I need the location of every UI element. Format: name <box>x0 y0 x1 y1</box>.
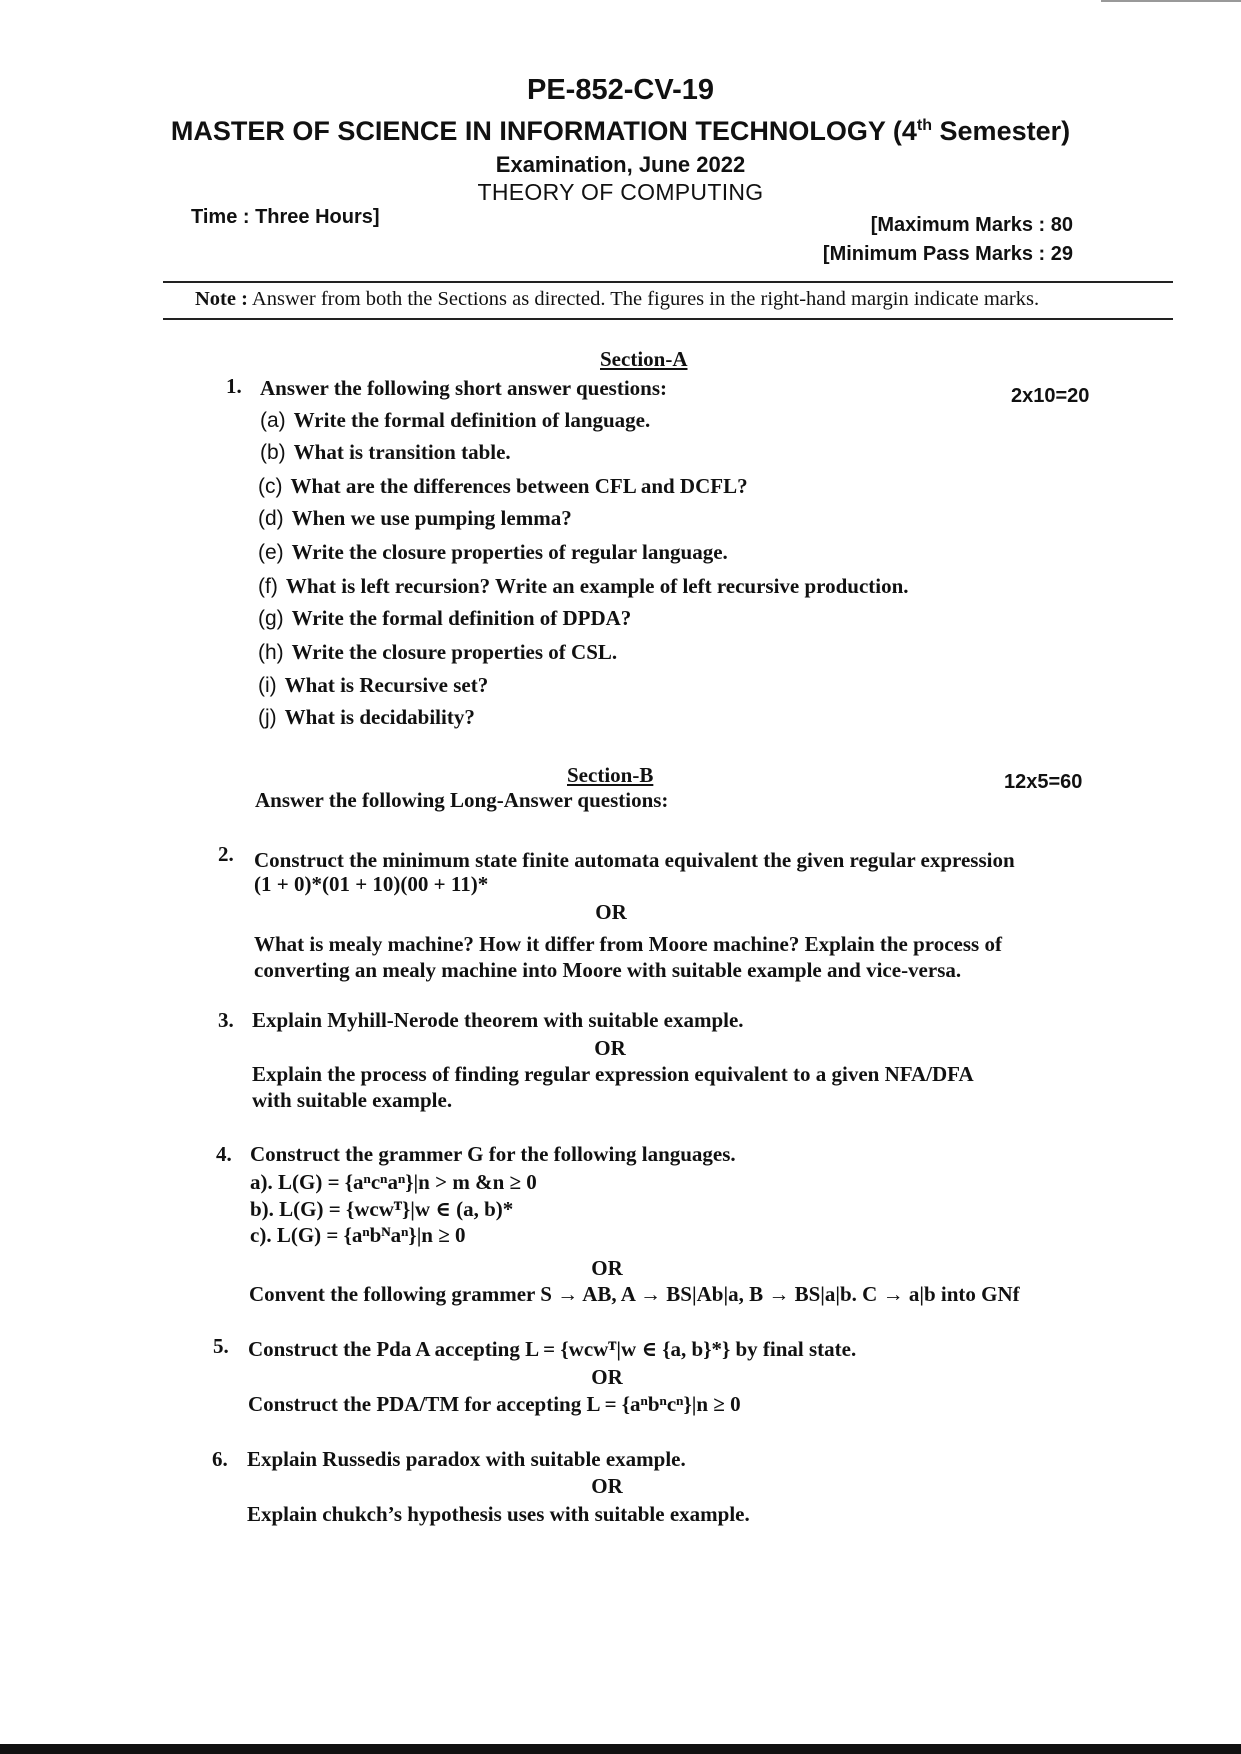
item-text: What are the differences between CFL and DCFL? <box>290 474 748 498</box>
programme-sup: th <box>916 117 933 134</box>
q3-number: 3. <box>218 1008 234 1032</box>
q3-alt-line2: with suitable example. <box>252 1088 453 1112</box>
maximum-marks: [Maximum Marks : 80 <box>870 214 1073 236</box>
item-text: Write the closure properties of CSL. <box>291 640 618 664</box>
q3-alt-line1: Explain the process of finding regular expression equivalent to a given NFA/DFA <box>252 1062 974 1086</box>
q1-marks: 2x10=20 <box>1011 385 1090 407</box>
item-label: (i) <box>258 674 277 697</box>
q1-number: 1. <box>226 374 242 398</box>
q1-item-b <box>260 440 511 465</box>
item-text: Write the formal definition of language. <box>293 408 651 432</box>
exam-title: Examination, June 2022 <box>495 152 746 177</box>
note-label: Note : <box>195 288 248 310</box>
q5-or: OR <box>591 1365 623 1389</box>
q4-part-a: a). L(G) = {aⁿcⁿaⁿ}|n > m &n ≥ 0 <box>250 1170 537 1194</box>
q3-or: OR <box>594 1036 626 1060</box>
note-text: Answer from both the Sections as directed. The figures in the right-hand margin indicate marks. <box>247 288 1040 310</box>
q2-alt-line1: What is mealy machine? How it differ from Moore machine? Explain the process of <box>254 932 1002 956</box>
item-text: What is decidability? <box>284 705 475 729</box>
item-text: What is Recursive set? <box>284 673 489 697</box>
item-label: (g) <box>258 607 284 630</box>
section-b-heading: Section-B <box>567 763 654 787</box>
q1-text: Answer the following short answer questions: <box>260 376 667 400</box>
subject-title: THEORY OF COMPUTING <box>477 179 764 205</box>
item-label: (d) <box>258 507 284 530</box>
q2-text: Construct the minimum state finite automata equivalent the given regular expression <box>254 848 1015 872</box>
programme-title <box>0 116 1241 147</box>
item-label: (a) <box>260 409 286 432</box>
q2-alt-line2: converting an mealy machine into Moore with suitable example and vice-versa. <box>254 958 962 982</box>
scan-bottom-edge <box>0 1744 1241 1754</box>
section-b-instruction: Answer the following Long-Answer questions: <box>255 788 669 812</box>
q3-text: Explain Myhill-Nerode theorem with suitable example. <box>252 1008 744 1032</box>
item-label: (f) <box>258 575 278 598</box>
item-label: (b) <box>260 441 286 464</box>
q1-item-j <box>258 705 475 730</box>
section-b-marks: 12x5=60 <box>1004 771 1083 793</box>
item-text: What is left recursion? Write an example of left recursive production. <box>285 574 909 598</box>
q2-expression: (1 + 0)*(01 + 10)(00 + 11)* <box>254 872 489 896</box>
q6-number: 6. <box>212 1447 228 1471</box>
item-label: (c) <box>258 475 283 498</box>
programme-end: Semester) <box>932 116 1071 146</box>
q4-alt: Convent the following grammer S → AB, A → BS|Ab|a, B → BS|a|b. C → a|b into GNf <box>249 1282 1020 1306</box>
q5-number: 5. <box>213 1334 229 1358</box>
q1-item-c <box>258 474 748 499</box>
section-a-heading: Section-A <box>600 347 688 371</box>
item-label: (e) <box>258 541 284 564</box>
minimum-pass-marks: [Minimum Pass Marks : 29 <box>822 243 1073 265</box>
q2-or: OR <box>595 900 627 924</box>
item-label: (j) <box>258 706 277 729</box>
note <box>195 288 1039 311</box>
bottom-rule <box>163 318 1173 320</box>
item-text: What is transition table. <box>293 440 511 464</box>
q4-text: Construct the grammer G for the following languages. <box>250 1142 736 1166</box>
q1-item-a <box>260 408 650 433</box>
programme-text: MASTER OF SCIENCE IN INFORMATION TECHNOLOGY (4 <box>170 116 917 146</box>
q5-alt: Construct the PDA/TM for accepting L = {aⁿbⁿcⁿ}|n ≥ 0 <box>248 1392 741 1416</box>
q6-alt: Explain chukch’s hypothesis uses with suitable example. <box>247 1502 750 1526</box>
q4-number: 4. <box>216 1142 232 1166</box>
q2-number: 2. <box>218 842 234 866</box>
q1-item-e <box>258 540 728 565</box>
q1-item-f <box>258 574 909 599</box>
time-label: Time : Three Hours] <box>191 206 380 228</box>
scan-edge-line <box>1101 0 1241 2</box>
item-text: Write the formal definition of DPDA? <box>291 606 632 630</box>
q6-text: Explain Russedis paradox with suitable example. <box>247 1447 686 1471</box>
q1-item-h <box>258 640 617 665</box>
q4-or: OR <box>591 1256 623 1280</box>
item-text: Write the closure properties of regular language. <box>291 540 728 564</box>
q1-item-g <box>258 606 631 631</box>
q4-part-c: c). L(G) = {aⁿbᴺaⁿ}|n ≥ 0 <box>250 1223 466 1247</box>
item-text: When we use pumping lemma? <box>291 506 572 530</box>
q5-text: Construct the Pda A accepting L = {wcwᵀ|w ∈ {a, b}*} by final state. <box>248 1337 857 1361</box>
q1-item-i <box>258 673 488 698</box>
q1-item-d <box>258 506 572 531</box>
paper-code: PE-852-CV-19 <box>527 74 714 106</box>
q4-part-b: b). L(G) = {wcwᵀ}|w ∈ (a, b)* <box>250 1197 514 1221</box>
top-rule <box>163 281 1173 283</box>
q6-or: OR <box>591 1474 623 1498</box>
item-label: (h) <box>258 641 284 664</box>
